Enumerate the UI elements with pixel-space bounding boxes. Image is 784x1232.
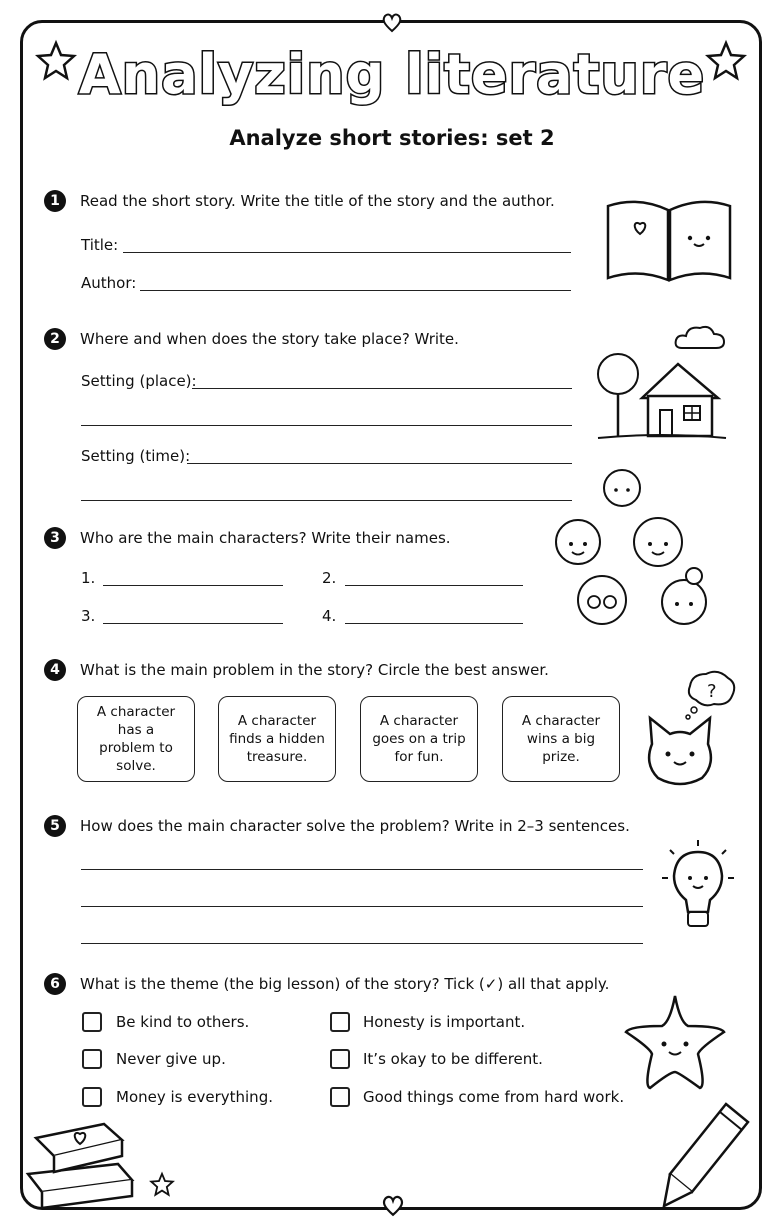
theme-option-4: It’s okay to be different. xyxy=(363,1050,543,1068)
question-4 xyxy=(44,659,549,681)
answer-option-1[interactable]: A character has a problem to solve. xyxy=(77,696,195,782)
character-number-4: 4. xyxy=(322,607,337,625)
answer-option-3[interactable]: A character goes on a trip for fun. xyxy=(360,696,478,782)
answer-option-4[interactable]: A character wins a big prize. xyxy=(502,696,620,782)
question-text: Who are the main characters? Write their names. xyxy=(80,529,451,547)
theme-option-5: Money is everything. xyxy=(116,1088,273,1106)
svg-text:?: ? xyxy=(707,681,717,702)
setting-time-line-2[interactable] xyxy=(81,500,572,501)
page-title: Analyzing literature xyxy=(78,43,706,106)
question-text: What is the theme (the big lesson) of the story? Tick (✓) all that apply. xyxy=(80,975,610,993)
house-icon xyxy=(594,344,730,454)
setting-place-line-2[interactable] xyxy=(81,425,572,426)
question-5 xyxy=(44,815,630,837)
theme-checkbox-6[interactable] xyxy=(330,1087,350,1107)
question-number: 2 xyxy=(44,328,66,350)
heart-icon xyxy=(380,1192,406,1218)
theme-checkbox-2[interactable] xyxy=(330,1012,350,1032)
books-icon xyxy=(22,1118,140,1210)
pencil-icon xyxy=(662,1100,752,1212)
question-number: 1 xyxy=(44,190,66,212)
title-label: Title: xyxy=(81,236,119,254)
question-1 xyxy=(44,190,555,212)
theme-checkbox-4[interactable] xyxy=(330,1049,350,1069)
question-number: 3 xyxy=(44,527,66,549)
light-bulb-icon xyxy=(660,840,736,934)
theme-option-2: Honesty is important. xyxy=(363,1013,526,1031)
theme-option-1: Be kind to others. xyxy=(116,1013,250,1031)
character-number-1: 1. xyxy=(81,569,96,587)
cat-icon xyxy=(640,714,720,790)
theme-checkbox-1[interactable] xyxy=(82,1012,102,1032)
question-text: How does the main character solve the problem? Write in 2–3 sentences. xyxy=(80,817,630,835)
setting-place-label: Setting (place): xyxy=(81,372,197,390)
open-book-icon xyxy=(604,196,734,288)
author-answer-line[interactable] xyxy=(140,290,571,291)
character-line-1[interactable] xyxy=(103,585,283,586)
theme-option-3: Never give up. xyxy=(116,1050,226,1068)
character-line-3[interactable] xyxy=(103,623,283,624)
star-icon xyxy=(150,1172,174,1196)
question-6 xyxy=(44,973,609,995)
character-number-2: 2. xyxy=(322,569,337,587)
page-subtitle: Analyze short stories: set 2 xyxy=(229,126,555,150)
character-line-2[interactable] xyxy=(345,585,523,586)
title-answer-line[interactable] xyxy=(123,252,571,253)
theme-option-6: Good things come from hard work. xyxy=(363,1088,625,1106)
question-number: 4 xyxy=(44,659,66,681)
setting-time-line[interactable] xyxy=(187,463,572,464)
question-number: 6 xyxy=(44,973,66,995)
question-text: What is the main problem in the story? Circle the best answer. xyxy=(80,661,549,679)
setting-place-line[interactable] xyxy=(192,388,572,389)
question-2 xyxy=(44,328,459,350)
answer-line-1[interactable] xyxy=(81,869,643,870)
answer-option-2[interactable]: A character finds a hidden treasure. xyxy=(218,696,336,782)
author-label: Author: xyxy=(81,274,137,292)
question-text: Read the short story. Write the title of the story and the author. xyxy=(80,192,555,210)
answer-line-2[interactable] xyxy=(81,906,643,907)
question-text: Where and when does the story take place? Write. xyxy=(80,330,459,348)
children-faces-icon xyxy=(550,466,720,632)
heart-icon xyxy=(380,10,404,34)
star-icon xyxy=(620,992,730,1092)
character-line-4[interactable] xyxy=(345,623,523,624)
theme-checkbox-3[interactable] xyxy=(82,1049,102,1069)
theme-checkbox-5[interactable] xyxy=(82,1087,102,1107)
question-3 xyxy=(44,527,451,549)
question-number: 5 xyxy=(44,815,66,837)
setting-time-label: Setting (time): xyxy=(81,447,191,465)
answer-line-3[interactable] xyxy=(81,943,643,944)
character-number-3: 3. xyxy=(81,607,96,625)
